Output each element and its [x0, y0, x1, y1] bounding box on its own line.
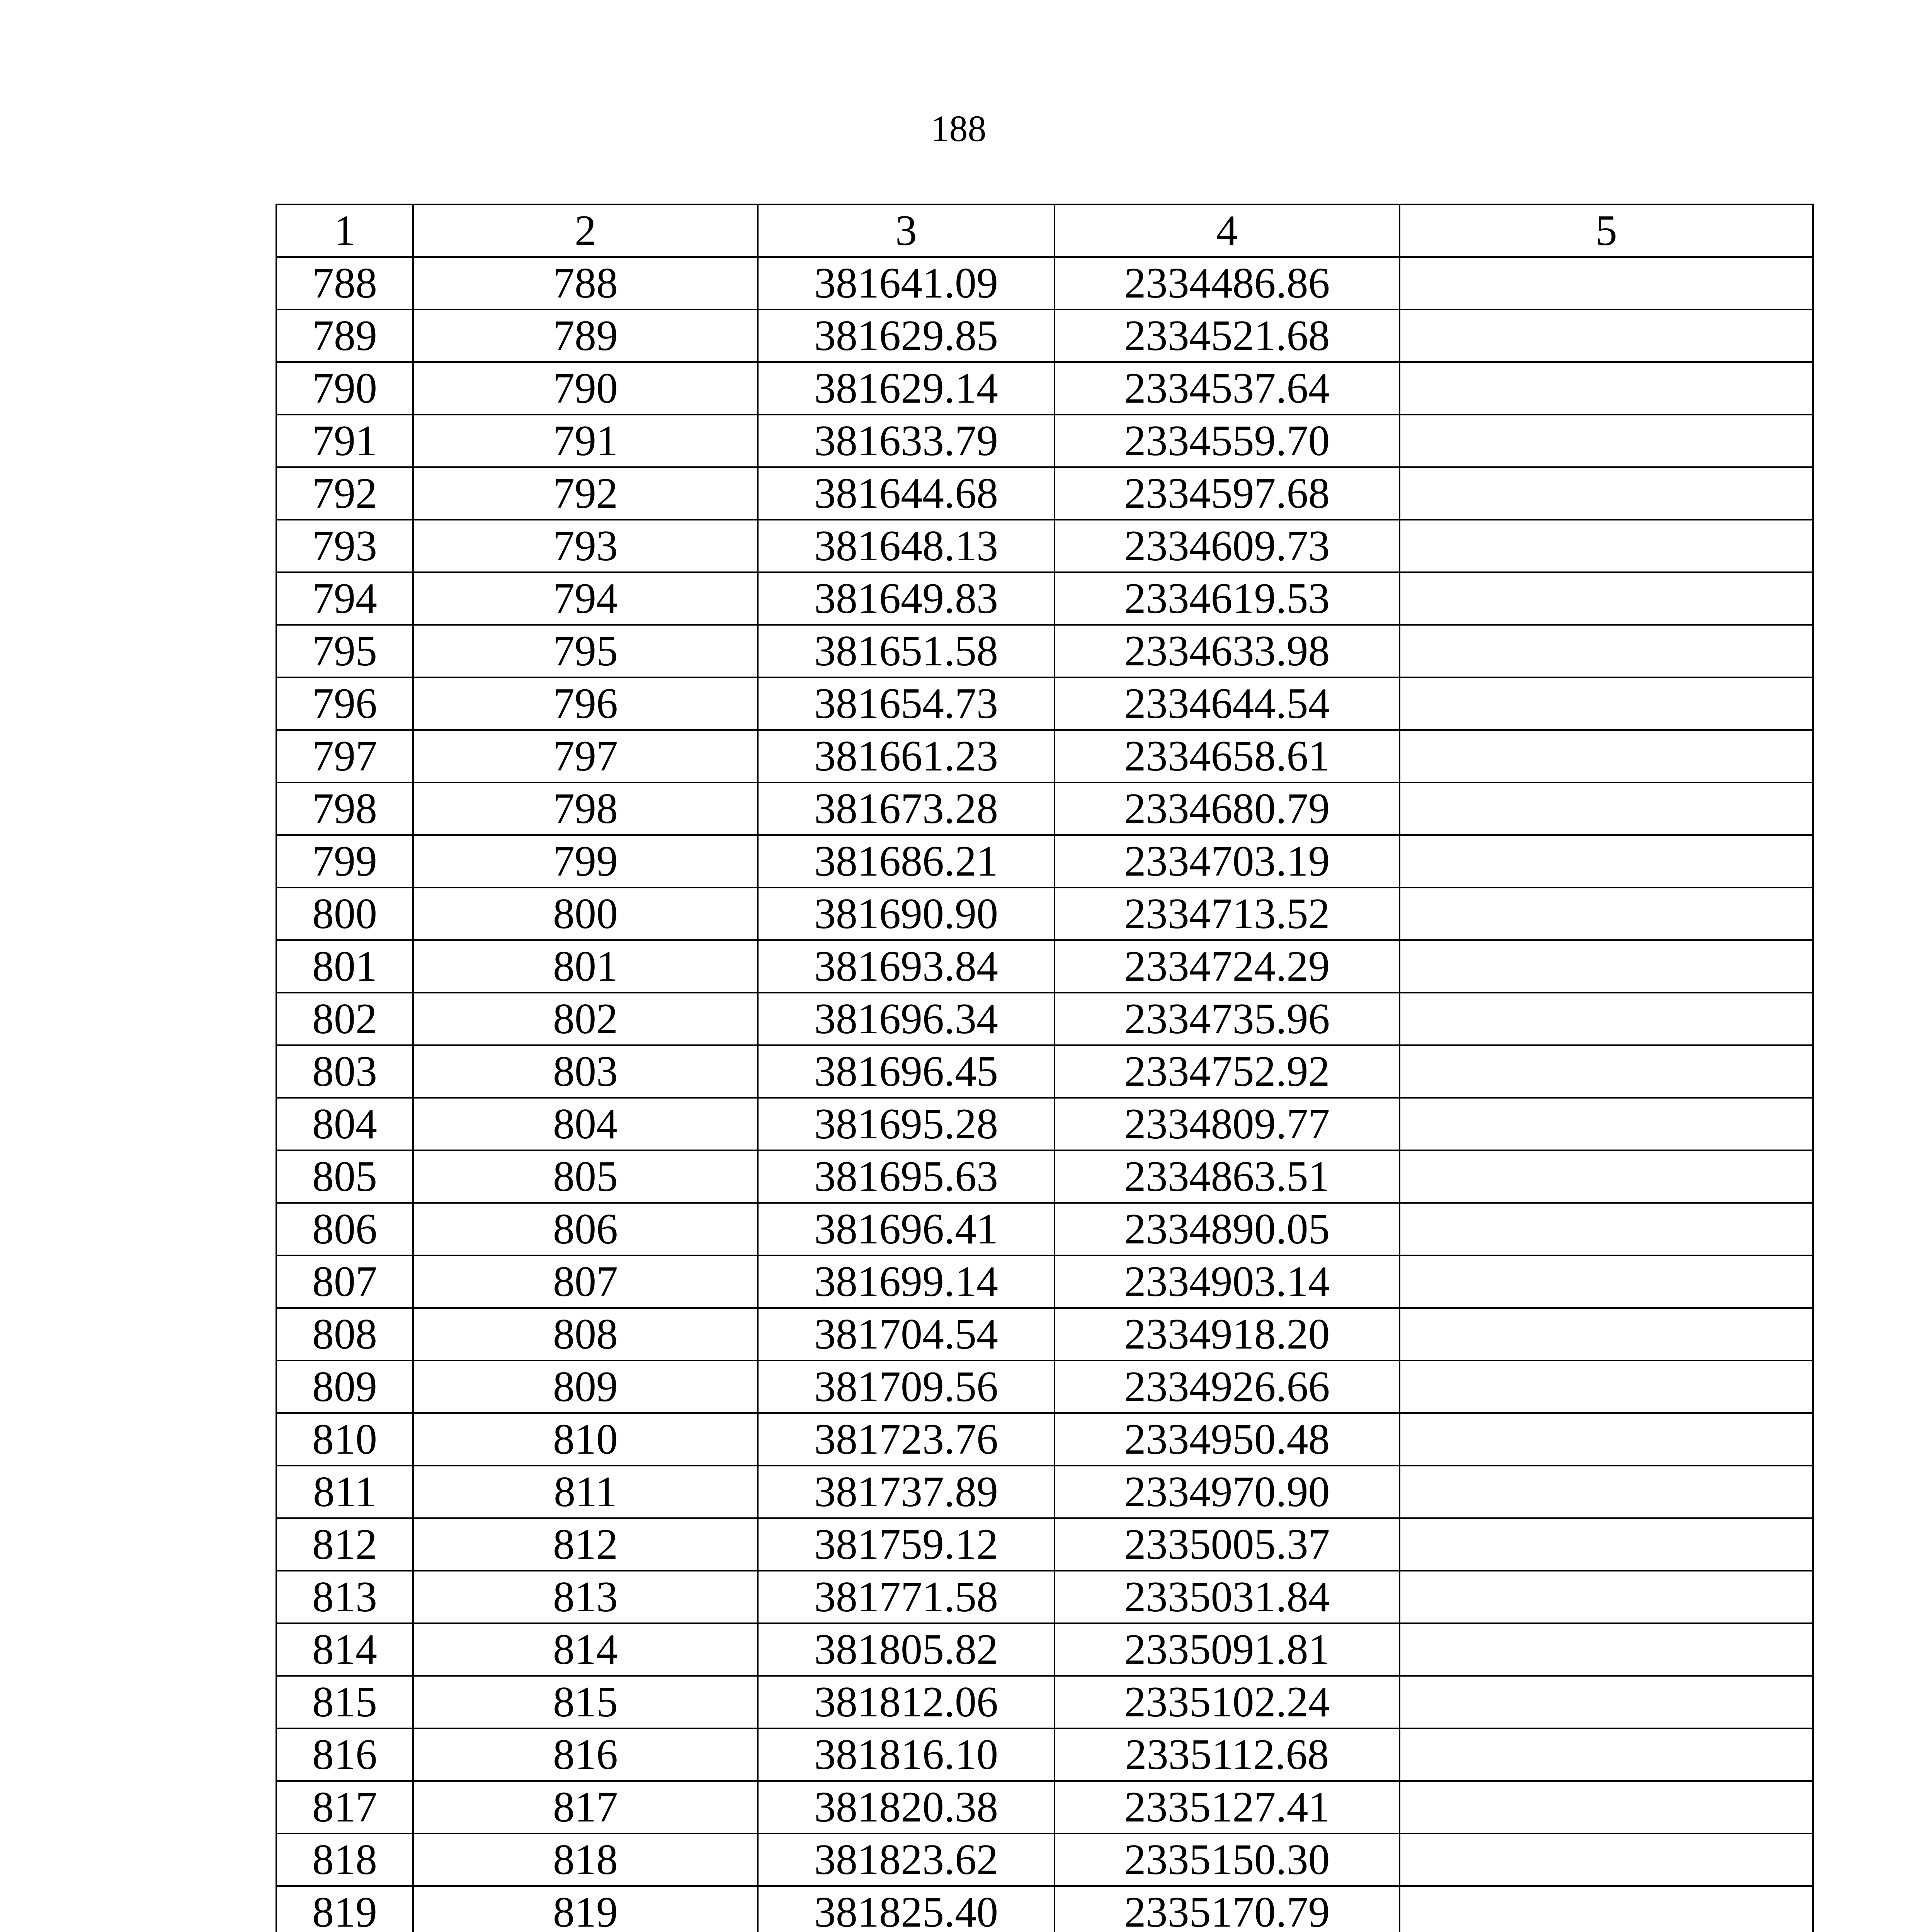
table-row: [276, 1098, 1813, 1150]
cell-note: [1400, 1255, 1813, 1308]
cell-x-coordinate: 381805.82: [758, 1623, 1055, 1676]
cell-point-id: 815: [413, 1676, 758, 1728]
cell-point-id: 809: [413, 1361, 758, 1413]
cell-note: [1400, 257, 1813, 310]
table-row: [276, 1676, 1813, 1728]
cell-point-id: 792: [413, 467, 758, 520]
cell-note: [1400, 362, 1813, 415]
cell-point-number: 808: [276, 1308, 413, 1361]
cell-point-id: 803: [413, 1045, 758, 1098]
cell-point-id: 799: [413, 835, 758, 888]
cell-y-coordinate: 2334918.20: [1055, 1308, 1400, 1361]
cell-x-coordinate: 381709.56: [758, 1361, 1055, 1413]
cell-note: [1400, 1728, 1813, 1781]
table-row: [276, 625, 1813, 677]
column-header-2: 2: [413, 204, 758, 257]
cell-note: [1400, 1676, 1813, 1728]
cell-y-coordinate: 2334903.14: [1055, 1255, 1400, 1308]
cell-note: [1400, 940, 1813, 993]
table-row: [276, 1413, 1813, 1466]
table-row: [276, 1728, 1813, 1781]
cell-point-id: 802: [413, 993, 758, 1045]
cell-point-id: 806: [413, 1203, 758, 1255]
table-row: [276, 1466, 1813, 1518]
cell-point-id: 788: [413, 257, 758, 310]
cell-y-coordinate: 2334724.29: [1055, 940, 1400, 993]
cell-x-coordinate: 381704.54: [758, 1308, 1055, 1361]
cell-note: [1400, 1361, 1813, 1413]
cell-note: [1400, 1045, 1813, 1098]
table-row: [276, 782, 1813, 835]
cell-x-coordinate: 381812.06: [758, 1676, 1055, 1728]
cell-point-number: 788: [276, 257, 413, 310]
table-row: [276, 1571, 1813, 1623]
cell-note: [1400, 1308, 1813, 1361]
table-row: [276, 730, 1813, 782]
cell-y-coordinate: 2334658.61: [1055, 730, 1400, 782]
cell-note: [1400, 888, 1813, 940]
cell-note: [1400, 415, 1813, 467]
cell-y-coordinate: 2335170.79: [1055, 1886, 1400, 1932]
cell-point-number: 797: [276, 730, 413, 782]
cell-point-number: 813: [276, 1571, 413, 1623]
cell-point-id: 818: [413, 1833, 758, 1886]
cell-point-number: 800: [276, 888, 413, 940]
cell-x-coordinate: 381673.28: [758, 782, 1055, 835]
cell-x-coordinate: 381820.38: [758, 1781, 1055, 1833]
table-row: [276, 1833, 1813, 1886]
table-row: [276, 1886, 1813, 1932]
cell-point-number: 817: [276, 1781, 413, 1833]
cell-x-coordinate: 381695.63: [758, 1150, 1055, 1203]
cell-note: [1400, 1203, 1813, 1255]
cell-point-id: 794: [413, 572, 758, 625]
cell-point-id: 800: [413, 888, 758, 940]
cell-y-coordinate: 2334619.53: [1055, 572, 1400, 625]
cell-point-number: 796: [276, 677, 413, 730]
cell-point-number: 819: [276, 1886, 413, 1932]
cell-y-coordinate: 2335031.84: [1055, 1571, 1400, 1623]
table-row: [276, 1781, 1813, 1833]
cell-point-number: 793: [276, 520, 413, 572]
table-row: [276, 362, 1813, 415]
cell-point-id: 811: [413, 1466, 758, 1518]
cell-x-coordinate: 381825.40: [758, 1886, 1055, 1932]
cell-note: [1400, 1886, 1813, 1932]
cell-point-number: 794: [276, 572, 413, 625]
cell-y-coordinate: 2334486.86: [1055, 257, 1400, 310]
cell-point-number: 798: [276, 782, 413, 835]
table-row: [276, 467, 1813, 520]
cell-point-number: 812: [276, 1518, 413, 1571]
cell-point-number: 811: [276, 1466, 413, 1518]
cell-point-number: 804: [276, 1098, 413, 1150]
cell-x-coordinate: 381696.41: [758, 1203, 1055, 1255]
cell-note: [1400, 1413, 1813, 1466]
cell-point-number: 791: [276, 415, 413, 467]
cell-point-number: 809: [276, 1361, 413, 1413]
cell-point-number: 805: [276, 1150, 413, 1203]
column-header-3: 3: [758, 204, 1055, 257]
cell-x-coordinate: 381699.14: [758, 1255, 1055, 1308]
cell-x-coordinate: 381693.84: [758, 940, 1055, 993]
cell-x-coordinate: 381823.62: [758, 1833, 1055, 1886]
cell-note: [1400, 1781, 1813, 1833]
cell-note: [1400, 1098, 1813, 1150]
cell-note: [1400, 467, 1813, 520]
cell-note: [1400, 1571, 1813, 1623]
cell-note: [1400, 520, 1813, 572]
cell-y-coordinate: 2334713.52: [1055, 888, 1400, 940]
cell-y-coordinate: 2334521.68: [1055, 310, 1400, 362]
cell-point-id: 804: [413, 1098, 758, 1150]
page-number: 188: [930, 108, 987, 149]
column-header-1: 1: [276, 204, 413, 257]
cell-note: [1400, 1623, 1813, 1676]
table-row: [276, 1361, 1813, 1413]
cell-x-coordinate: 381661.23: [758, 730, 1055, 782]
cell-y-coordinate: 2334863.51: [1055, 1150, 1400, 1203]
cell-x-coordinate: 381686.21: [758, 835, 1055, 888]
cell-x-coordinate: 381633.79: [758, 415, 1055, 467]
cell-y-coordinate: 2335112.68: [1055, 1728, 1400, 1781]
cell-point-id: 790: [413, 362, 758, 415]
cell-point-number: 816: [276, 1728, 413, 1781]
cell-note: [1400, 310, 1813, 362]
cell-x-coordinate: 381629.85: [758, 310, 1055, 362]
cell-y-coordinate: 2335102.24: [1055, 1676, 1400, 1728]
cell-y-coordinate: 2334735.96: [1055, 993, 1400, 1045]
table-row: [276, 993, 1813, 1045]
cell-note: [1400, 572, 1813, 625]
cell-point-id: 789: [413, 310, 758, 362]
cell-note: [1400, 782, 1813, 835]
cell-y-coordinate: 2334703.19: [1055, 835, 1400, 888]
cell-y-coordinate: 2334809.77: [1055, 1098, 1400, 1150]
table-row: [276, 310, 1813, 362]
cell-y-coordinate: 2335091.81: [1055, 1623, 1400, 1676]
table-row: [276, 415, 1813, 467]
cell-x-coordinate: 381690.90: [758, 888, 1055, 940]
cell-x-coordinate: 381695.28: [758, 1098, 1055, 1150]
cell-x-coordinate: 381696.34: [758, 993, 1055, 1045]
table-row: [276, 1623, 1813, 1676]
cell-point-id: 817: [413, 1781, 758, 1833]
table-row: [276, 520, 1813, 572]
cell-point-number: 803: [276, 1045, 413, 1098]
column-header-4: 4: [1055, 204, 1400, 257]
column-header-5: 5: [1400, 204, 1813, 257]
cell-x-coordinate: 381648.13: [758, 520, 1055, 572]
cell-y-coordinate: 2334609.73: [1055, 520, 1400, 572]
cell-point-id: 810: [413, 1413, 758, 1466]
cell-x-coordinate: 381816.10: [758, 1728, 1055, 1781]
cell-point-number: 807: [276, 1255, 413, 1308]
cell-point-id: 801: [413, 940, 758, 993]
cell-note: [1400, 1150, 1813, 1203]
cell-point-number: 814: [276, 1623, 413, 1676]
cell-point-id: 807: [413, 1255, 758, 1308]
cell-x-coordinate: 381654.73: [758, 677, 1055, 730]
table-body: [276, 257, 1813, 1932]
table-row: [276, 677, 1813, 730]
table-row: [276, 257, 1813, 310]
cell-x-coordinate: 381723.76: [758, 1413, 1055, 1466]
cell-point-id: 814: [413, 1623, 758, 1676]
cell-y-coordinate: 2335005.37: [1055, 1518, 1400, 1571]
cell-point-id: 793: [413, 520, 758, 572]
table-row: [276, 940, 1813, 993]
cell-y-coordinate: 2334926.66: [1055, 1361, 1400, 1413]
cell-x-coordinate: 381737.89: [758, 1466, 1055, 1518]
cell-note: [1400, 730, 1813, 782]
table-row: [276, 1255, 1813, 1308]
cell-note: [1400, 993, 1813, 1045]
cell-point-number: 810: [276, 1413, 413, 1466]
cell-point-number: 815: [276, 1676, 413, 1728]
cell-y-coordinate: 2334644.54: [1055, 677, 1400, 730]
cell-point-number: 792: [276, 467, 413, 520]
cell-y-coordinate: 2335127.41: [1055, 1781, 1400, 1833]
coordinates-table: [276, 204, 1814, 1932]
cell-x-coordinate: 381644.68: [758, 467, 1055, 520]
cell-point-id: 812: [413, 1518, 758, 1571]
cell-point-number: 790: [276, 362, 413, 415]
cell-point-number: 799: [276, 835, 413, 888]
cell-x-coordinate: 381649.83: [758, 572, 1055, 625]
cell-point-number: 795: [276, 625, 413, 677]
cell-note: [1400, 1833, 1813, 1886]
cell-note: [1400, 1466, 1813, 1518]
cell-point-id: 798: [413, 782, 758, 835]
table-row: [276, 1203, 1813, 1255]
cell-x-coordinate: 381629.14: [758, 362, 1055, 415]
cell-note: [1400, 1518, 1813, 1571]
cell-x-coordinate: 381641.09: [758, 257, 1055, 310]
cell-y-coordinate: 2334537.64: [1055, 362, 1400, 415]
cell-point-number: 802: [276, 993, 413, 1045]
table-row: [276, 1150, 1813, 1203]
cell-x-coordinate: 381771.58: [758, 1571, 1055, 1623]
cell-point-id: 795: [413, 625, 758, 677]
cell-y-coordinate: 2334970.90: [1055, 1466, 1400, 1518]
cell-point-number: 789: [276, 310, 413, 362]
table-row: [276, 835, 1813, 888]
cell-note: [1400, 835, 1813, 888]
cell-y-coordinate: 2334680.79: [1055, 782, 1400, 835]
cell-x-coordinate: 381651.58: [758, 625, 1055, 677]
cell-note: [1400, 625, 1813, 677]
table-row: [276, 1308, 1813, 1361]
cell-point-id: 819: [413, 1886, 758, 1932]
cell-y-coordinate: 2334559.70: [1055, 415, 1400, 467]
cell-y-coordinate: 2334633.98: [1055, 625, 1400, 677]
cell-note: [1400, 677, 1813, 730]
cell-point-id: 816: [413, 1728, 758, 1781]
cell-x-coordinate: 381696.45: [758, 1045, 1055, 1098]
cell-y-coordinate: 2334752.92: [1055, 1045, 1400, 1098]
table-row: [276, 888, 1813, 940]
table-header-row: [276, 204, 1813, 257]
table-row: [276, 572, 1813, 625]
cell-y-coordinate: 2334950.48: [1055, 1413, 1400, 1466]
cell-x-coordinate: 381759.12: [758, 1518, 1055, 1571]
cell-point-id: 813: [413, 1571, 758, 1623]
cell-point-number: 818: [276, 1833, 413, 1886]
cell-point-number: 801: [276, 940, 413, 993]
cell-point-id: 797: [413, 730, 758, 782]
cell-y-coordinate: 2334597.68: [1055, 467, 1400, 520]
table-row: [276, 1045, 1813, 1098]
cell-point-id: 808: [413, 1308, 758, 1361]
cell-y-coordinate: 2334890.05: [1055, 1203, 1400, 1255]
cell-point-id: 805: [413, 1150, 758, 1203]
cell-y-coordinate: 2335150.30: [1055, 1833, 1400, 1886]
cell-point-id: 796: [413, 677, 758, 730]
table-row: [276, 1518, 1813, 1571]
cell-point-id: 791: [413, 415, 758, 467]
cell-point-number: 806: [276, 1203, 413, 1255]
